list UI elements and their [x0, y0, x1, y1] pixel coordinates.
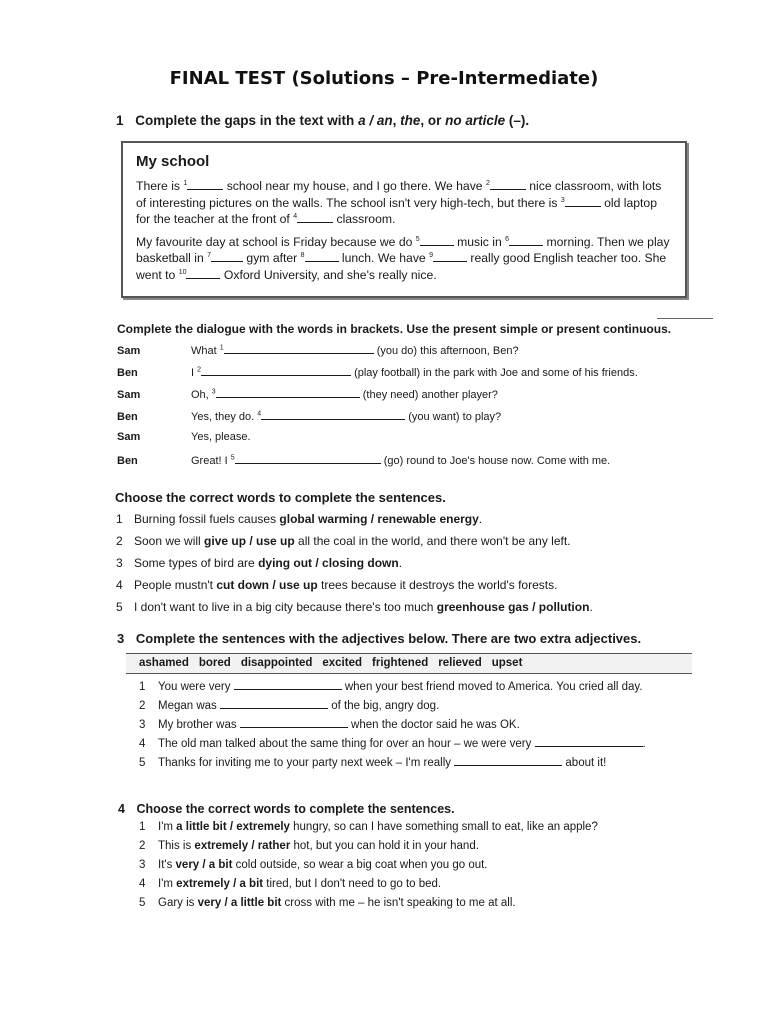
sentence-item [139, 840, 479, 852]
sentence-text: about it! [562, 757, 607, 769]
word-choice[interactable]: very / a little bit [197, 897, 282, 909]
sentence-text: when your best friend moved to America. You cried all day. [341, 681, 643, 693]
item-number: 4 [139, 738, 146, 750]
answer-blank[interactable] [235, 453, 381, 464]
gap-number: 4 [257, 410, 262, 418]
adjective-option: ashamed [139, 657, 189, 669]
word-choice[interactable]: cut down / use up [216, 578, 318, 592]
sentence-text: tired, but I don't need to go to bed. [263, 878, 442, 890]
gap-blank[interactable] [211, 251, 243, 262]
speaker-name: Ben [117, 367, 138, 379]
item-number: 5 [139, 757, 146, 769]
item-number: 1 [139, 681, 146, 693]
word-choice[interactable]: extremely / rather [194, 840, 291, 852]
answer-blank[interactable] [535, 736, 643, 747]
adjective-option: relieved [438, 657, 482, 669]
item-number: 4 [116, 578, 123, 592]
line-text: (you do) this afternoon, Ben? [373, 345, 519, 357]
sentence-item [116, 600, 593, 614]
gap-number: 5 [230, 454, 235, 462]
sentence-item [139, 717, 520, 731]
instruction-text: Complete the gaps in the text with [135, 113, 359, 128]
answer-blank[interactable] [234, 679, 342, 690]
dialogue-line [117, 343, 519, 357]
section-cw-heading: Choose the correct words to complete the sentences. [115, 490, 446, 505]
divider [657, 318, 713, 319]
instruction-italic: no article [445, 113, 506, 128]
dialogue-line [117, 409, 501, 423]
answer-blank[interactable] [220, 698, 328, 709]
gap-blank[interactable] [420, 235, 454, 246]
word-choice[interactable]: a little bit / extremely [176, 821, 290, 833]
section-number: 4 [118, 802, 125, 816]
instruction-text: , [392, 113, 401, 128]
sentence-text: This is [158, 840, 195, 852]
instruction-text: Choose the correct words to complete the sentences. [136, 802, 455, 816]
line-text: (play football) in the park with Joe and some of his friends. [351, 367, 638, 379]
section-1-heading [116, 113, 529, 128]
sentence-item [116, 534, 571, 548]
item-number: 1 [139, 821, 146, 833]
answer-blank[interactable] [224, 343, 374, 354]
sentence-text: The old man talked about the same thing for over an hour – we were very [158, 738, 535, 750]
sentence-item [139, 736, 646, 750]
sentence-text: Some types of bird are [134, 556, 259, 570]
sentence-text: . [478, 512, 483, 526]
sentence-item [139, 821, 598, 833]
item-number: 2 [139, 700, 146, 712]
gap-blank[interactable] [433, 251, 467, 262]
sentence-item [116, 512, 482, 526]
item-number: 3 [116, 556, 123, 570]
answer-blank[interactable] [454, 755, 562, 766]
gap-blank[interactable] [297, 212, 333, 223]
adjective-option: excited [322, 657, 363, 669]
line-text: Yes, they do. [191, 411, 258, 423]
item-number: 2 [139, 840, 146, 852]
item-number: 1 [116, 512, 123, 526]
sentence-item [139, 755, 606, 769]
word-choice[interactable]: dying out / closing down [258, 556, 399, 570]
sentence-text: all the coal in the world, and there won't be any left. [294, 534, 571, 548]
sentence-text: I'm [158, 878, 177, 890]
gap-blank[interactable] [490, 179, 526, 190]
sentence-text: Megan was [158, 700, 221, 712]
sentence-item [139, 878, 441, 890]
gap-number: 3 [211, 388, 216, 396]
sentence-text: You were very [158, 681, 234, 693]
gap-blank[interactable] [186, 268, 220, 279]
dialogue-line [117, 387, 498, 401]
line-text: (they need) another player? [359, 389, 498, 401]
paragraph-1: There is $^1$ school near my house, and I go there. We have $^2$ nice classroom, with lots of interesting pictures on the walls. The school isn't very high-tech, but there is $^3$ old laptop for the teacher at the front of $^4$ classroom. [136, 179, 662, 226]
sentence-text: hot, but you can hold it in your hand. [290, 840, 479, 852]
item-number: 4 [139, 878, 146, 890]
paragraph-2: My favourite day at school is Friday because we do $^5$ music in $^6$ morning. Then we play basketball in $^7$ gym after $^8$ lunch. We have $^9$ really good English teacher too. She went to $^{10}$ Oxford University, and she's really nice. [136, 234, 670, 282]
my-school-text-box [121, 141, 687, 298]
item-number: 5 [139, 897, 146, 909]
sentence-text: . [398, 556, 403, 570]
sentence-text: Gary is [158, 897, 198, 909]
sentence-text: of the big, angry dog. [328, 700, 440, 712]
sentence-text: I'm [158, 821, 177, 833]
section-2-heading: Complete the dialogue with the words in brackets. Use the present simple or present continuous. [117, 322, 672, 336]
speaker-name: Sam [117, 389, 141, 401]
line-text: (go) round to Joe's house now. Come with me. [380, 455, 611, 467]
sentence-text: . [589, 600, 593, 614]
sentence-text: trees because it destroys the world's forests. [317, 578, 558, 592]
speaker-name: Ben [117, 411, 138, 423]
section-number: 1 [116, 113, 124, 128]
speaker-name: Sam [117, 345, 141, 357]
answer-blank[interactable] [216, 387, 360, 398]
word-choice[interactable]: extremely / a bit [176, 878, 264, 890]
section-number: 3 [117, 631, 125, 646]
instruction-text: Complete the sentences with the adjectives below. There are two extra adjectives. [135, 631, 642, 646]
speaker-name: Sam [117, 431, 141, 443]
adjective-option: bored [198, 657, 231, 669]
adjective-option: upset [491, 657, 523, 669]
dialogue-line [117, 431, 251, 443]
line-text: Yes, please. [191, 431, 251, 443]
item-number: 3 [139, 859, 146, 871]
adjective-option: disappointed [240, 657, 313, 669]
line-text: Oh, [191, 389, 212, 401]
line-text: I [191, 367, 198, 379]
page-title: FINAL TEST (Solutions – Pre-Intermediate) [169, 68, 599, 89]
word-choice[interactable]: give up / use up [204, 534, 295, 548]
gap-number: 1 [219, 344, 224, 352]
dialogue-line [117, 453, 610, 467]
sentence-text: Thanks for inviting me to your party next week – I'm really [158, 757, 455, 769]
sentence-item [116, 556, 402, 570]
instruction-italic: the [400, 113, 421, 128]
gap-blank[interactable] [509, 235, 543, 246]
sentence-text: My brother was [158, 719, 240, 731]
sentence-text: It's [158, 859, 176, 871]
adjective-option: frightened [372, 657, 429, 669]
speaker-name: Ben [117, 455, 138, 467]
word-choice[interactable]: global warming / renewable energy [279, 512, 479, 526]
gap-blank[interactable] [187, 179, 223, 190]
answer-blank[interactable] [240, 717, 348, 728]
line-text: Great! I [191, 455, 231, 467]
line-text: What [191, 345, 220, 357]
word-choice[interactable]: very / a bit [175, 859, 233, 871]
item-number: 3 [139, 719, 146, 731]
gap-blank[interactable] [565, 196, 601, 207]
gap-number: 2 [197, 366, 202, 374]
sentence-text: People mustn't [134, 578, 217, 592]
sentence-text: cross with me – he isn't speaking to me at all. [281, 897, 516, 909]
sentence-item [139, 679, 643, 693]
box-title: My school [136, 153, 210, 170]
line-text: (you want) to play? [405, 411, 502, 423]
item-number: 5 [116, 600, 123, 614]
instruction-text: , or [420, 113, 446, 128]
item-number: 2 [116, 534, 123, 548]
instruction-text: (–). [505, 113, 530, 128]
section-4-heading [118, 802, 455, 816]
instruction-italic: a / an [358, 113, 393, 128]
section-3-heading [117, 631, 641, 646]
dialogue-line [117, 365, 638, 379]
sentence-text: hungry, so can I have something small to eat, like an apple? [289, 821, 598, 833]
sentence-item [116, 578, 557, 592]
sentence-text: Burning fossil fuels causes [134, 512, 280, 526]
sentence-text: . [642, 738, 646, 750]
gap-blank[interactable] [305, 251, 339, 262]
sentence-item [139, 897, 516, 909]
answer-blank[interactable] [201, 365, 351, 376]
sentence-item [139, 859, 488, 871]
adjective-box [126, 653, 692, 674]
sentence-text: cold outside, so wear a big coat when you go out. [232, 859, 488, 871]
answer-blank[interactable] [261, 409, 405, 420]
sentence-text: I don't want to live in a big city because there's too much [134, 600, 437, 614]
sentence-item [139, 698, 439, 712]
word-choice[interactable]: greenhouse gas / pollution [436, 600, 590, 614]
sentence-text: Soon we will [134, 534, 205, 548]
sentence-text: when the doctor said he was OK. [347, 719, 520, 731]
